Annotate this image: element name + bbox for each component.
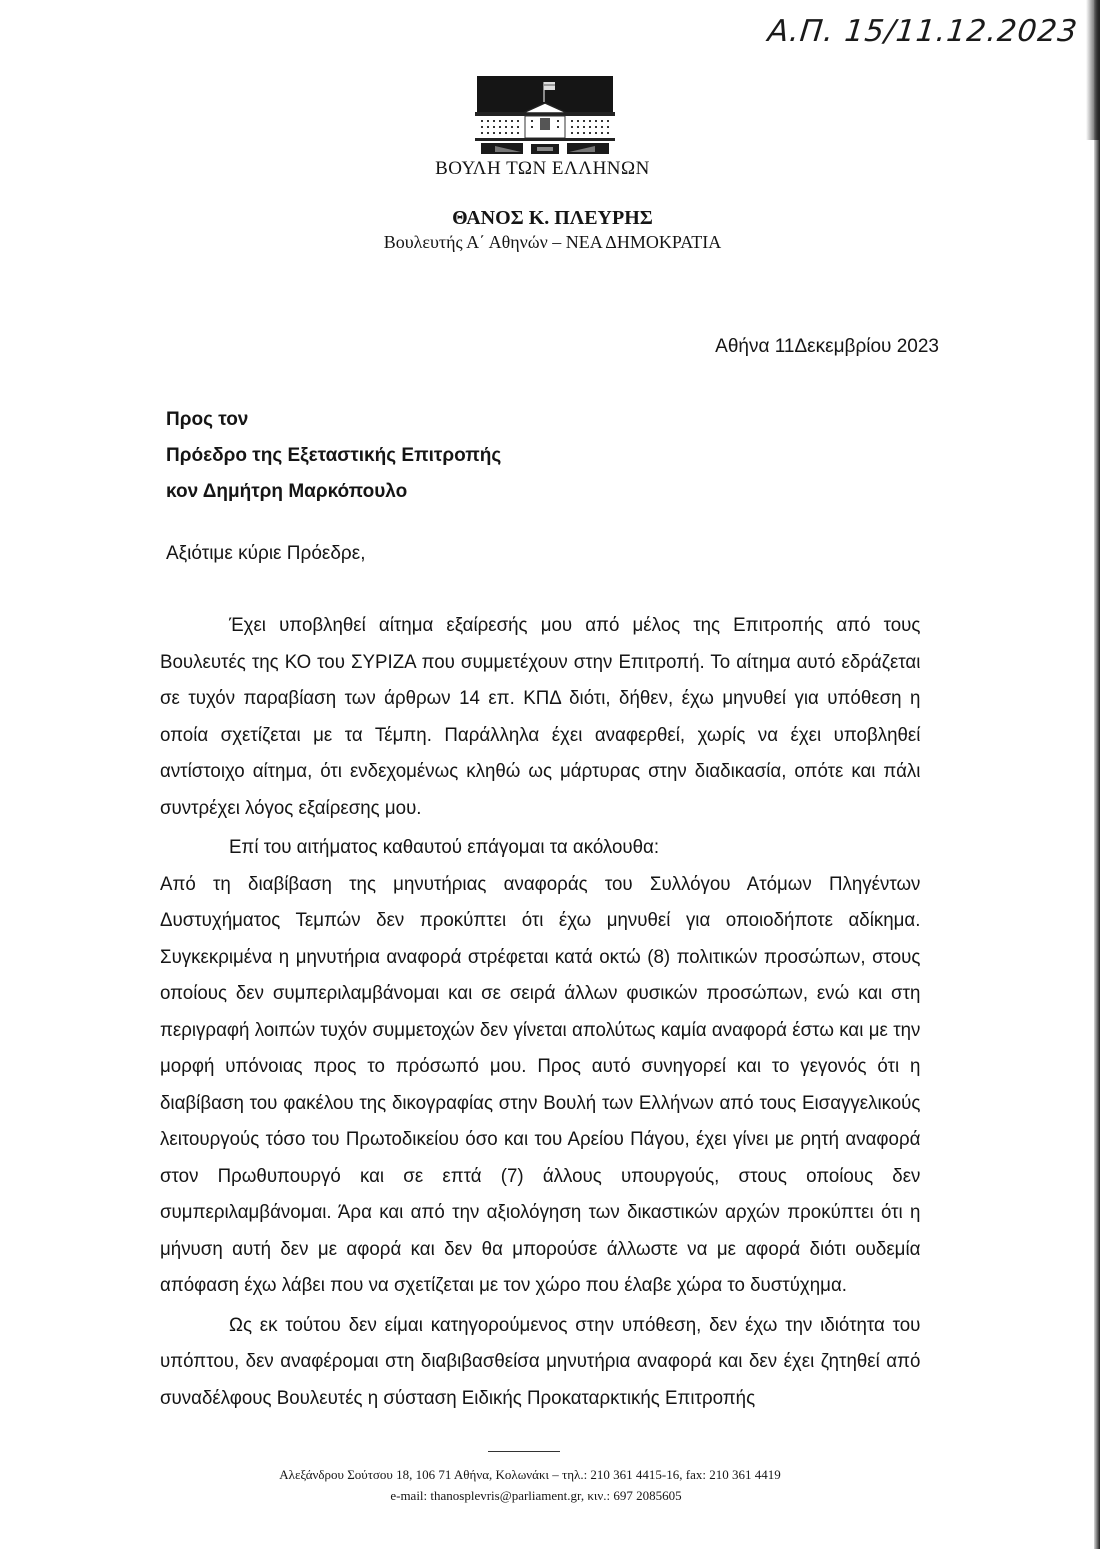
date-rest: Δεκεμβρίου 2023 xyxy=(794,336,939,357)
scan-edge xyxy=(1094,0,1100,1549)
handwritten-protocol-number: Α.Π. 15/11.12.2023 xyxy=(766,14,1080,49)
scan-edge-shadow xyxy=(1086,0,1100,140)
footer-email-mobile: e-mail: thanosplevris@parliament.gr, κιν.: 697 2085605 xyxy=(390,1488,682,1503)
body-paragraph-2: Επί του αιτήματος καθαυτού επάγομαι τα ακόλουθα: xyxy=(228,837,660,858)
recipient-block xyxy=(166,402,501,510)
date-day: 11 xyxy=(774,336,795,357)
hellenic-parliament-building-icon xyxy=(475,76,615,154)
sender-title: Βουλευτής Α΄ Αθηνών – ΝΕΑ ΔΗΜΟΚΡΑΤΙΑ xyxy=(383,232,722,252)
letter-body xyxy=(160,608,920,1417)
recipient-line-1: Προς τον xyxy=(166,409,249,430)
institution-name: ΒΟΥΛΗ ΤΩΝ ΕΛΛΗΝΩΝ xyxy=(435,158,650,179)
body-paragraph-3: Από τη διαβίβαση της μηνυτήριας αναφοράς του Συλλόγου Ατόμων Πληγέντων Δυστυχήματος Τεμπών δεν προκύπτει ότι έχω μηνυθεί για οποιοδήποτε αδίκημα. Συγκεκριμένα η μηνυτήρια αναφορά στρέφεται κατά οκτώ (8) πολιτικών προσώπων, στους οποίους δεν συμπεριλαμβάνομαι και σε σειρά άλλων φυσικών προσώπων, ενώ και στη περιγραφή λοιπών τυχόν συμμετοχών δεν γίνεται απολύτως καμία αναφορά έστω και με την μορφή υπόνοιας προς το πρόσωπό μου. Προς αυτό συνηγορεί και το γεγονός ότι η διαβίβαση του φακέλου της δικογραφίας στην Βουλή των Ελλήνων από τους Εισαγγελικούς λειτουργούς τόσο του Πρωτοδικείου όσο και του Αρείου Πάγου, έχει γίνει με ρητή αναφορά στον Πρωθυπουργό και σε επτά (7) άλλους υπουργούς, στους οποίους δεν συμπεριλαμβάνομαι. Άρα και από την αξιολόγηση των δικαστικών αρχών προκύπτει ότι η μήνυση αυτή δεν με αφορά και δεν θα μπορούσε άλλωστε να με αφορά διότι ουδεμία απόφαση έχω λάβει που να σχετίζεται με τον χώρο που έλαβε χώρα το δυστύχημα. xyxy=(160,873,921,1296)
recipient-line-3: κον Δημήτρη Μαρκόπουλο xyxy=(166,481,408,502)
footer-contact xyxy=(0,1464,1060,1506)
body-paragraph-4: Ως εκ τούτου δεν είμαι κατηγορούμενος στην υπόθεση, δεν έχω την ιδιότητα του υπόπτου, δεν αναφέρομαι στη διαβιβασθείσα μηνυτήρια αναφορά και δεν έχει ζητηθεί από συναδέλφους Βουλευτές η σύσταση Ειδικής Προκαταρκτικής Επιτροπής xyxy=(160,1314,921,1409)
letter-date xyxy=(715,336,939,358)
date-place: Αθήνα xyxy=(715,336,770,357)
body-paragraph-1: Έχει υποβληθεί αίτημα εξαίρεσής μου από μέλος της Επιτροπής από τους Βουλευτές της ΚΟ του ΣΥΡΙΖΑ που συμμετέχουν στην Επιτροπή. Το αίτημα αυτό εδράζεται σε τυχόν παραβίαση των άρθρων 14 επ. ΚΠΔ διότι, δήθεν, έχω μηνυθεί για υπόθεση η οποία σχετίζεται με τα Τέμπη. Παράλληλα έχει αναφερθεί, χωρίς να έχει υποβληθεί αντίστοιχο αίτημα, ότι ενδεχομένως κληθώ ως μάρτυρας στην διαδικασία, οπότε και πάλι συντρέχει λόγος εξαίρεσης μου. xyxy=(160,615,921,819)
salutation: Αξιότιμε κύριε Πρόεδρε, xyxy=(166,543,366,564)
footer-divider xyxy=(488,1451,560,1452)
recipient-line-2: Πρόεδρο της Εξεταστικής Επιτροπής xyxy=(166,445,502,466)
footer-address: Αλεξάνδρου Σούτσου 18, 106 71 Αθήνα, Κολωνάκι – τηλ.: 210 361 4415-16, fax: 210 361 4419 xyxy=(279,1467,781,1482)
sender-name: ΘΑΝΟΣ Κ. ΠΛΕΥΡΗΣ xyxy=(452,207,653,229)
